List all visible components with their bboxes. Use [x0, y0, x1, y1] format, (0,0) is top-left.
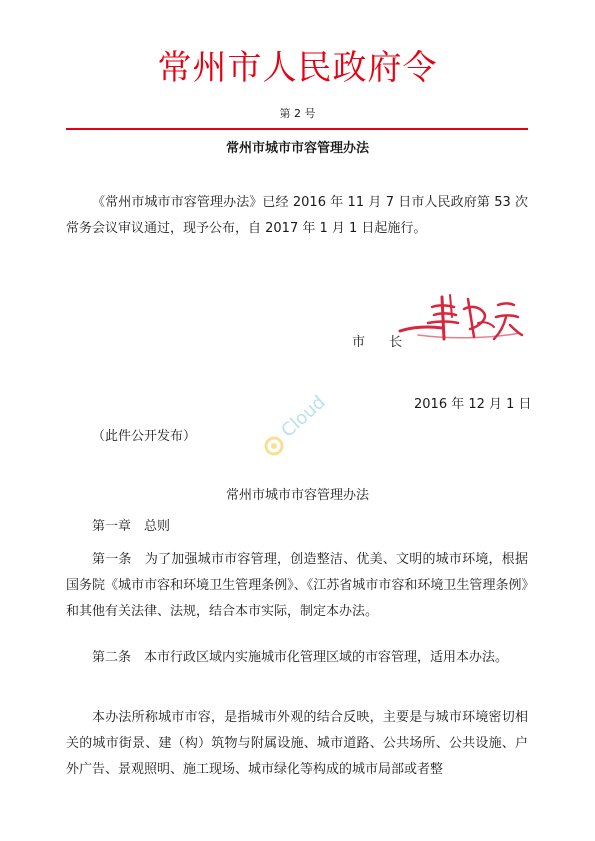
document-title: 常州市城市市容管理办法: [225, 141, 369, 156]
promulgation-paragraph: 《常州市城市市容管理办法》已经 2016 年 11 月 7 日市人民政府第 53 次常务会议审议通过，现予公布，自 2017 年 1 月 1 日起施行。: [66, 195, 528, 236]
article-2: 第二条 本市行政区域内实施城市化管理区域的市容管理，适用本办法。: [92, 650, 509, 665]
mayor-label: 市 长: [352, 335, 413, 350]
order-number: 第 2 号: [279, 107, 316, 120]
red-divider-line: [66, 128, 528, 130]
chapter-heading: 第一章 总则: [92, 519, 171, 534]
cloud-watermark-logo: [258, 380, 348, 460]
signing-date: 2016 年 12 月 1 日: [414, 397, 532, 412]
mayor-signature-image: [398, 287, 524, 347]
article-2-definition: 本办法所称城市市容，是指城市外观的结合反映，主要是与城市环境密切相关的城市街景、建（构）筑物与附属设施、城市道路、公共场所、公共设施、户外广告、景观照明、施工现场、城市绿化等构成的城市局部或者整: [66, 710, 528, 777]
regulation-title: 常州市城市市容管理办法: [225, 488, 369, 503]
watermark-text: Cloud: [277, 391, 330, 442]
public-release-note: （此件公开发布）: [92, 429, 197, 444]
article-1: 第一条 为了加强城市市容管理，创造整洁、优美、文明的城市环境，根据国务院《城市市容和环境卫生管理条例》、《江苏省城市市容和环境卫生管理条例》和其他有关法律、法规，结合本市实际，制定本办法。: [66, 552, 528, 619]
government-order-heading: 常州市人民政府令: [157, 48, 438, 88]
